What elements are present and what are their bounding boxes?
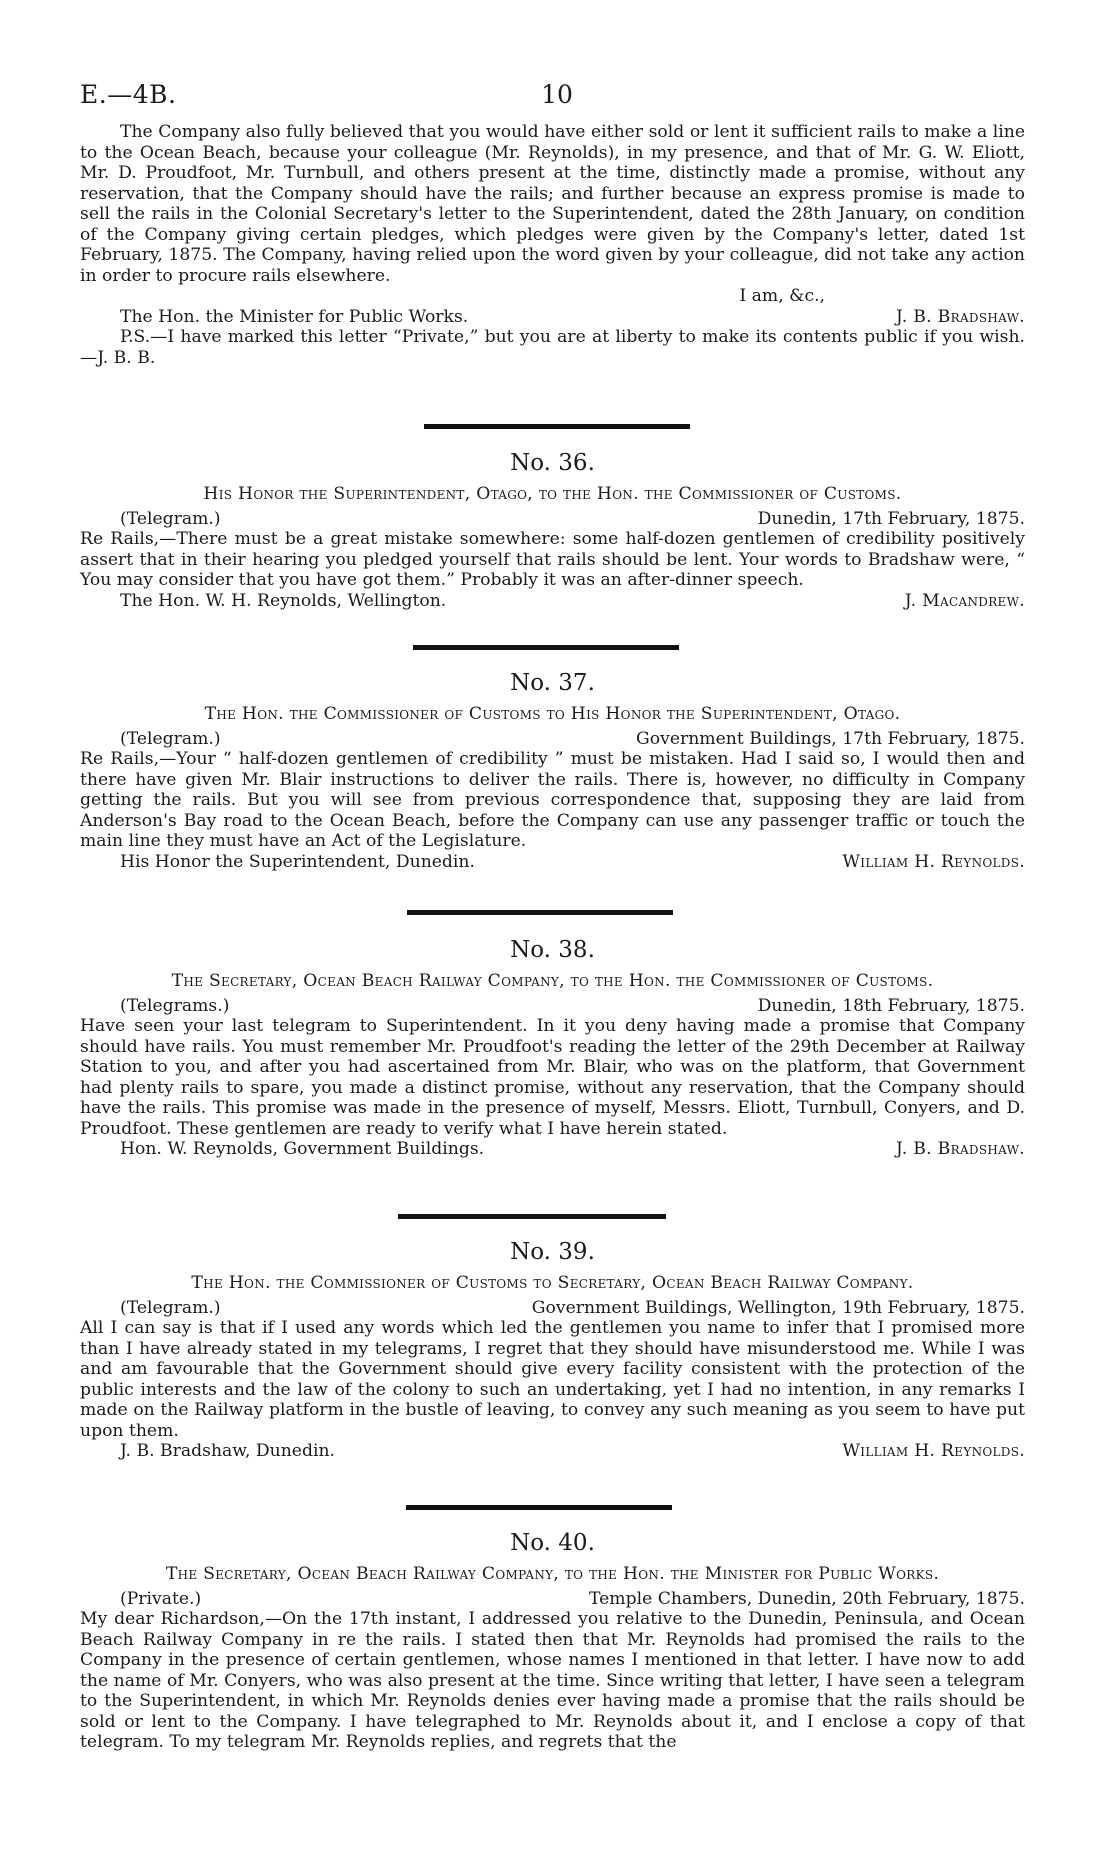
letter-addressee: Hon. W. Reynolds, Government Buildings.: [120, 1139, 485, 1159]
letter-title: The Secretary, Ocean Beach Railway Company, to the Hon. the Minister for Public Works.: [165, 1564, 940, 1584]
letter-signature: J. B. Bradshaw.: [895, 1139, 1025, 1159]
letter-number: No. 36.: [510, 450, 595, 476]
letter-40: [80, 1528, 1025, 1753]
letter-body: Have seen your last telegram to Superintendent. In it you deny having made a promise that Company should have rails. You must remember Mr. Proudfoot's reading the letter of the 29th December at Railway Station to you, and after you had ascertained from Mr. Blair, who was on the platform, that Government had plenty rails to spare, you made a distinct promise, without any reservation, that the Company should have the rails. This promise was made in the presence of myself, Messrs. Eliott, Turnbull, Conyers, and D. Proudfoot. These gentlemen are ready to verify what I have herein stated.: [80, 1016, 1025, 1139]
section-divider: [398, 1214, 666, 1219]
section-divider: [406, 1505, 672, 1510]
page-number: 10: [541, 80, 573, 109]
section-divider: [424, 424, 690, 429]
section-divider: [413, 645, 679, 650]
letter-dateline: Dunedin, 18th February, 1875.: [757, 995, 1025, 1016]
intro-closing: I am, &c.,: [739, 286, 825, 306]
letter-title: The Hon. the Commissioner of Customs to His Honor the Superintendent, Otago.: [204, 704, 901, 724]
intro-signature: J. B. Bradshaw.: [895, 306, 1025, 327]
letter-signature: J. Macandrew.: [904, 590, 1025, 611]
letter-type: (Telegram.): [120, 1297, 221, 1318]
intro-addressee: The Hon. the Minister for Public Works.: [120, 306, 469, 327]
section-divider: [407, 910, 673, 915]
letter-37: [80, 668, 1025, 872]
letter-type: (Private.): [120, 1588, 202, 1609]
series-reference: E.—4B.: [80, 80, 177, 109]
letter-dateline: Government Buildings, Wellington, 19th February, 1875.: [531, 1297, 1025, 1318]
letter-dateline: Government Buildings, 17th February, 1875.: [636, 728, 1025, 749]
letter-body: My dear Richardson,—On the 17th instant, I addressed you relative to the Dunedin, Peninsula, and Ocean Beach Railway Company in re the rails. I stated then that Mr. Reynolds had promised the rails to the Company in the presence of certain gentlemen, whose names I mentioned in that letter. I have now to add the name of Mr. Conyers, who was also present at the time. Since writing that letter, I have seen a telegram to the Superintendent, in which Mr. Reynolds denies ever having made a promise that the rails should be sold or lent to the Company. I have telegraphed to Mr. Reynolds about it, and I enclose a copy of that telegram. To my telegram Mr. Reynolds replies, and regrets that the: [80, 1609, 1025, 1752]
letter-36: [80, 448, 1025, 611]
letter-title: His Honor the Superintendent, Otago, to the Hon. the Commissioner of Customs.: [203, 484, 902, 504]
letter-addressee: His Honor the Superintendent, Dunedin.: [120, 851, 475, 872]
letter-39: [80, 1237, 1025, 1462]
letter-title: The Secretary, Ocean Beach Railway Company, to the Hon. the Commissioner of Customs.: [171, 971, 934, 991]
letter-addressee: J. B. Bradshaw, Dunedin.: [120, 1441, 335, 1461]
letter-number: No. 39.: [510, 1239, 595, 1265]
intro-postscript: P.S.—I have marked this letter “Private,” but you are at liberty to make its contents public if you wish.—J. B. B.: [80, 327, 1025, 368]
intro-paragraph: The Company also fully believed that you would have either sold or lent it sufficient rails to make a line to the Ocean Beach, because your colleague (Mr. Reynolds), in my presence, and that of Mr. G. W. Eliott, Mr. D. Proudfoot, Mr. Turnbull, and others present at the time, distinctly made a promise, without any reservation, that the Company should have the rails; and further because an express promise is made to sell the rails in the Colonial Secretary's letter to the Superintendent, dated the 28th January, on condition of the Company giving certain pledges, which pledges were given by the Company's letter, dated 1st February, 1875. The Company, having relied upon the word given by your colleague, did not take any action in order to procure rails elsewhere.: [80, 122, 1025, 286]
letter-type: (Telegrams.): [120, 995, 230, 1016]
letter-number: No. 40.: [510, 1530, 595, 1556]
letter-dateline: Dunedin, 17th February, 1875.: [757, 508, 1025, 529]
letter-body: Re Rails,—There must be a great mistake somewhere: some half-dozen gentlemen of credibility positively assert that in their hearing you pledged yourself that rails should be lent. Your words to Bradshaw were, “ You may consider that you have got them.” Probably it was an after-dinner speech.: [80, 529, 1025, 590]
intro-section: [80, 122, 1025, 368]
letter-body: Re Rails,—Your “ half-dozen gentlemen of credibility ” must be mistaken. Had I said so, I would then and there have given Mr. Blair instructions to deliver the rails. There is, however, no difficulty in Company getting the rails. But you will see from previous correspondence that, supposing they are laid from Anderson's Bay road to the Ocean Beach, before the Company can use any passenger traffic or touch the main line they must have an Act of the Legislature.: [80, 749, 1025, 851]
letter-number: No. 37.: [510, 670, 595, 696]
letter-number: No. 38.: [510, 937, 595, 963]
letter-type: (Telegram.): [120, 728, 221, 749]
letter-title: The Hon. the Commissioner of Customs to Secretary, Ocean Beach Railway Company.: [191, 1273, 914, 1293]
letter-addressee: The Hon. W. H. Reynolds, Wellington.: [120, 590, 447, 611]
letter-signature: William H. Reynolds.: [842, 851, 1025, 872]
letter-body: All I can say is that if I used any words which led the gentlemen you name to infer that I promised more than I have already stated in my telegrams, I regret that they should have misunderstood me. While I was and am favourable that the Government should give every facility consistent with the protection of the public interests and the law of the colony to such an undertaking, yet I had no intention, in any remarks I made on the Railway platform in the bustle of leaving, to convey any such meaning as you seem to have put upon them.: [80, 1318, 1025, 1441]
letter-type: (Telegram.): [120, 508, 221, 529]
letter-dateline: Temple Chambers, Dunedin, 20th February, 1875.: [589, 1588, 1025, 1609]
letter-signature: William H. Reynolds.: [842, 1441, 1025, 1461]
letter-38: [80, 935, 1025, 1160]
